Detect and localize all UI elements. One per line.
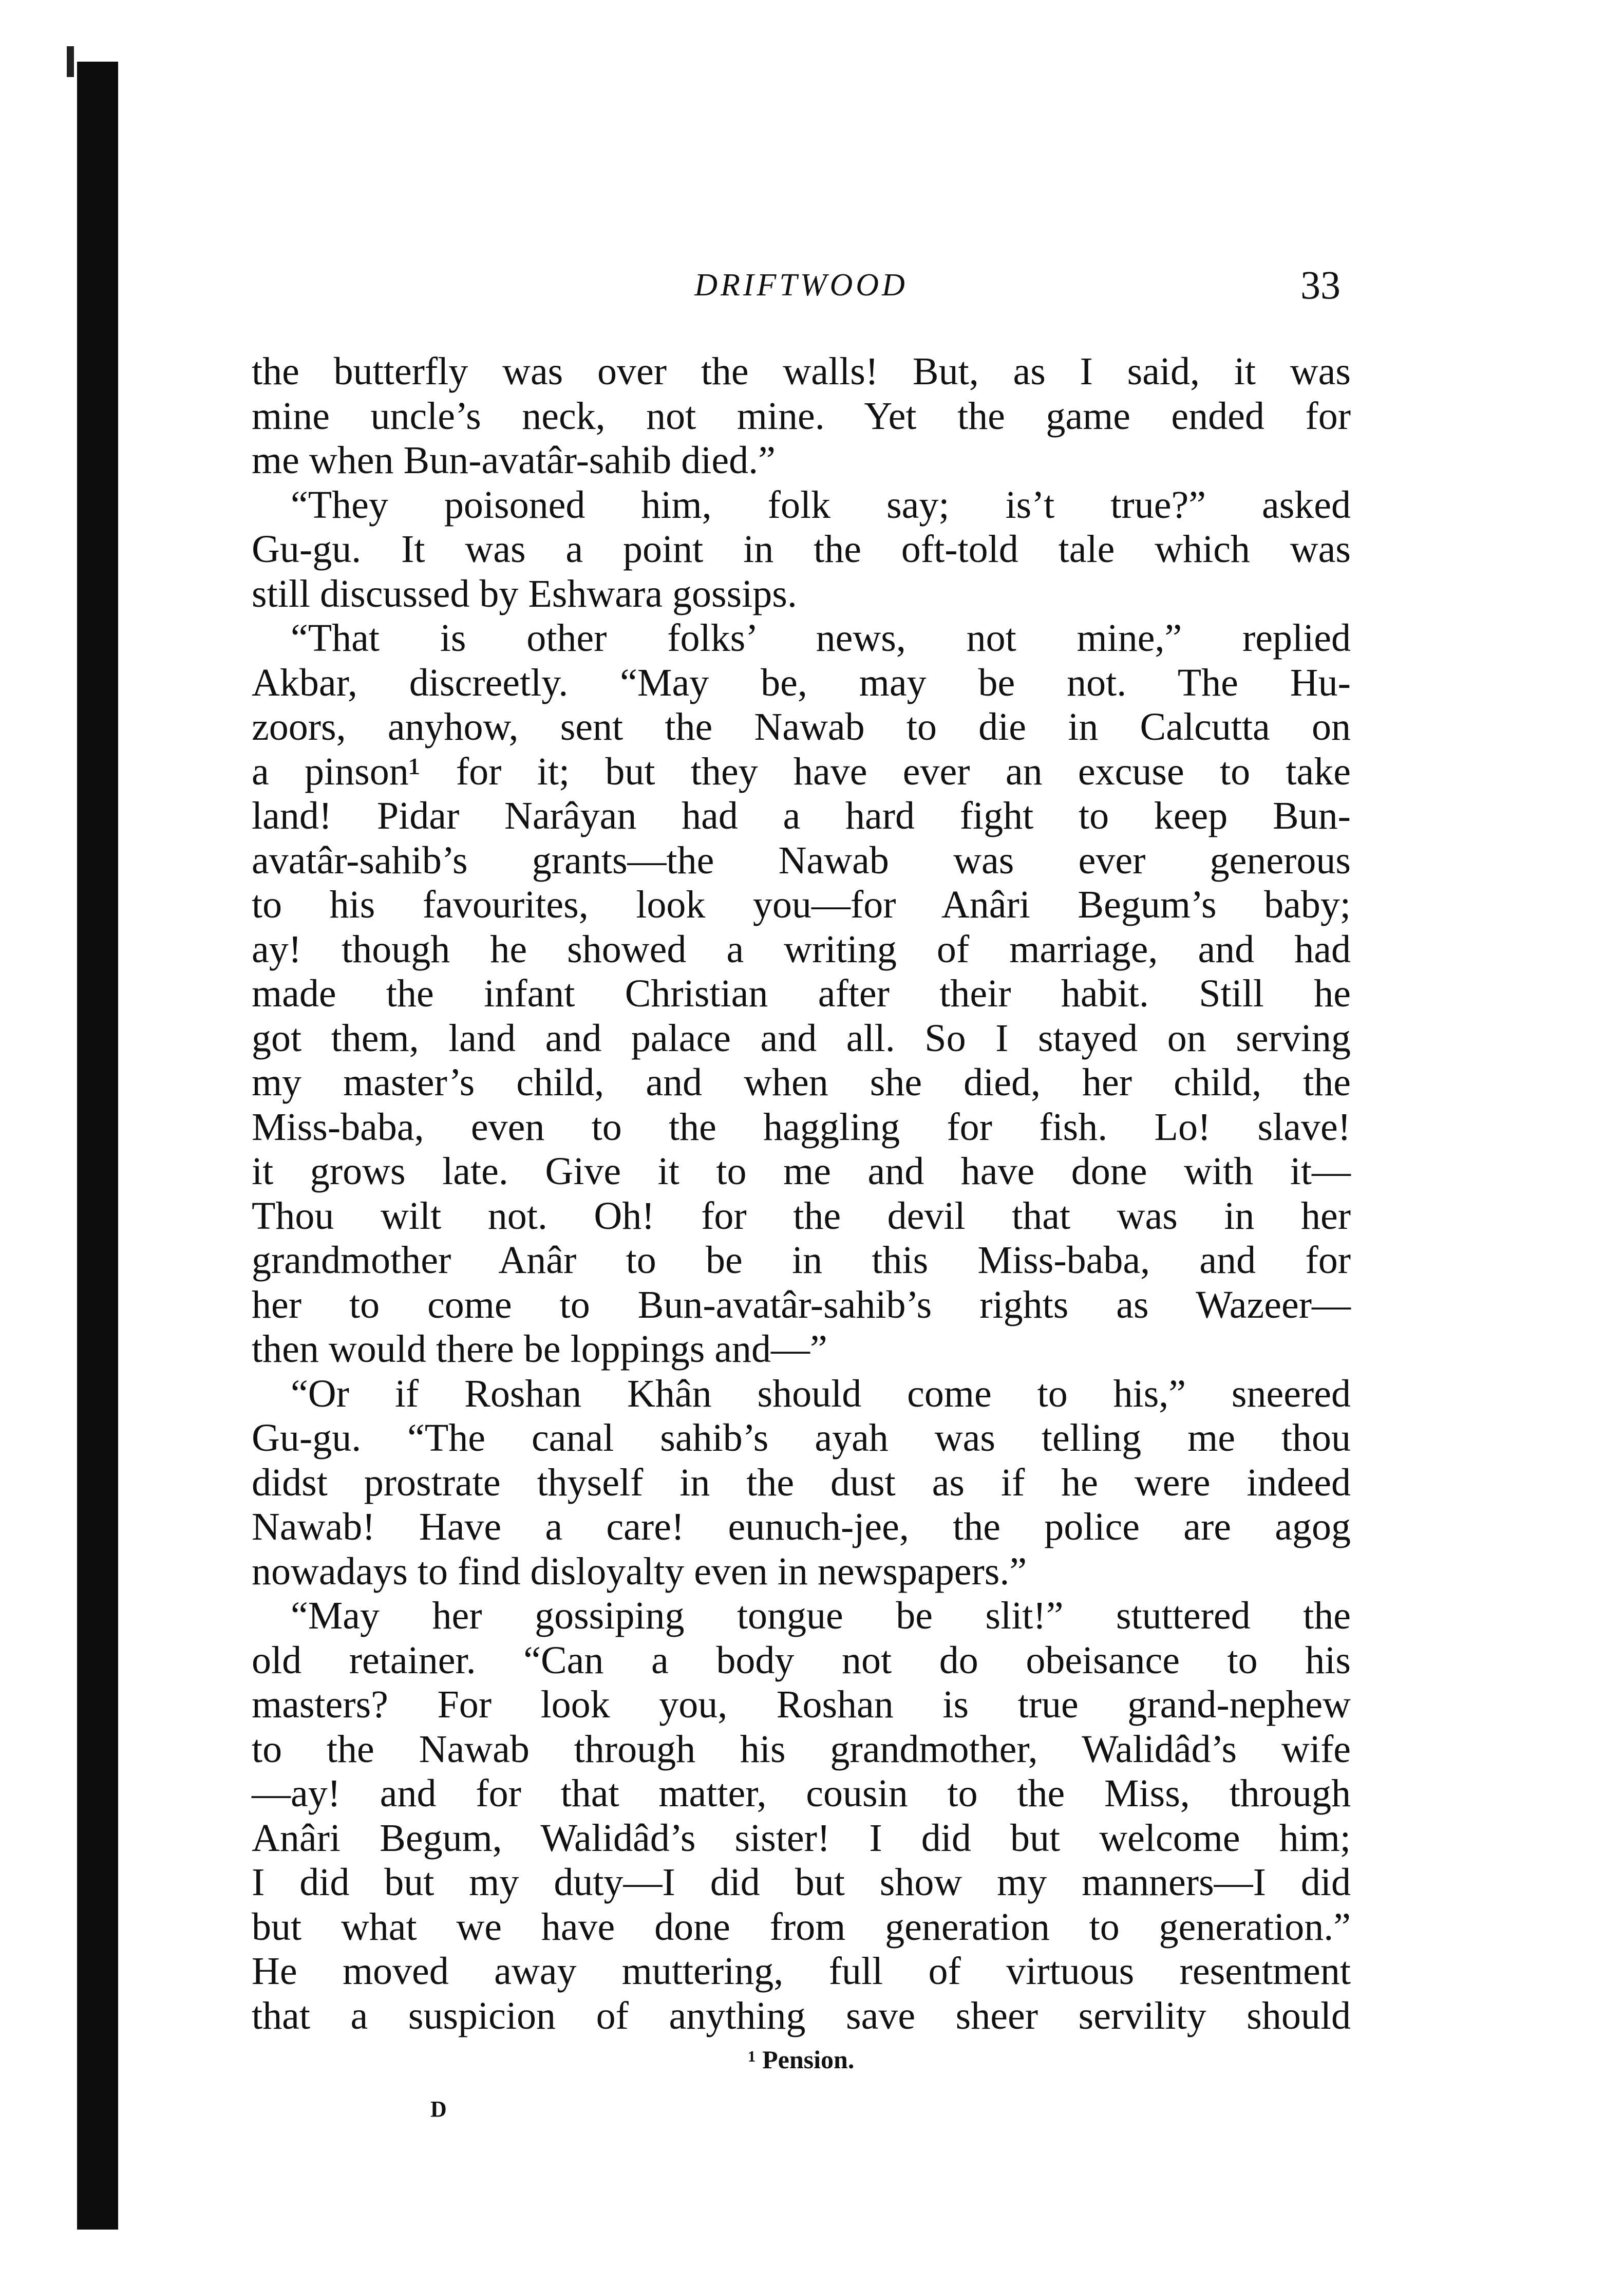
text-line: “May her gossiping tongue be slit!” stuttered the bbox=[291, 1594, 1351, 1637]
text-line: my master’s child, and when she died, her child, the bbox=[252, 1061, 1351, 1104]
text-line: nowadays to find disloyalty even in newspapers.” bbox=[252, 1549, 1027, 1593]
text-line: avatâr-sahib’s grants—the Nawab was ever generous bbox=[252, 838, 1351, 882]
page-number: 33 bbox=[1300, 263, 1340, 307]
text-line: Nawab! Have a care! eunuch-jee, the police are agog bbox=[252, 1505, 1351, 1548]
text-line: Gu-gu. “The canal sahib’s ayah was telling me thou bbox=[252, 1416, 1351, 1459]
text-line: grandmother Anâr to be in this Miss-baba, and for bbox=[252, 1239, 1351, 1282]
text-line: the butterfly was over the walls! But, as I said, it was bbox=[252, 350, 1351, 393]
text-line: to the Nawab through his grandmother, Walidâd’s wife bbox=[252, 1727, 1351, 1771]
text-line: got them, land and palace and all. So I stayed on serving bbox=[252, 1016, 1351, 1060]
text-line: Miss-baba, even to the haggling for fish. Lo! slave! bbox=[252, 1105, 1351, 1149]
text-line: it grows late. Give it to me and have done with it— bbox=[252, 1150, 1351, 1193]
binding-edge-mark bbox=[67, 46, 74, 77]
text-line: —ay! and for that matter, cousin to the Miss, through bbox=[252, 1772, 1351, 1815]
text-line: masters? For look you, Roshan is true grand-nephew bbox=[252, 1683, 1351, 1726]
text-line: He moved away muttering, full of virtuous resentment bbox=[252, 1950, 1351, 1993]
text-line: didst prostrate thyself in the dust as if he were indeed bbox=[252, 1461, 1351, 1504]
text-line: me when Bun-avatâr-sahib died.” bbox=[252, 439, 776, 482]
text-line: Anâri Begum, Walidâd’s sister! I did but welcome him; bbox=[252, 1816, 1351, 1860]
text-line: still discussed by Eshwara gossips. bbox=[252, 572, 797, 615]
text-line: mine uncle’s neck, not mine. Yet the game ended for bbox=[252, 394, 1351, 438]
text-line: “Or if Roshan Khân should come to his,” sneered bbox=[291, 1372, 1351, 1415]
text-line: old retainer. “Can a body not do obeisance to his bbox=[252, 1638, 1351, 1682]
text-line: but what we have done from generation to generation.” bbox=[252, 1905, 1351, 1949]
text-line: Gu-gu. It was a point in the oft-told tale which was bbox=[252, 528, 1351, 571]
text-line: made the infant Christian after their habit. Still he bbox=[252, 972, 1351, 1015]
text-line: then would there be loppings and—” bbox=[252, 1327, 827, 1371]
text-line: her to come to Bun-avatâr-sahib’s rights as Wazeer— bbox=[252, 1283, 1351, 1326]
body-text bbox=[252, 349, 1351, 2038]
text-line: land! Pidar Narâyan had a hard fight to keep Bun- bbox=[252, 794, 1351, 837]
text-line: ay! though he showed a writing of marriage, and had bbox=[252, 927, 1351, 971]
text-line: I did but my duty—I did but show my manners—I did bbox=[252, 1861, 1351, 1904]
text-line: to his favourites, look you—for Anâri Begum’s baby; bbox=[252, 883, 1351, 926]
signature-mark: D bbox=[430, 2097, 447, 2122]
running-head bbox=[252, 257, 1351, 313]
text-line: Akbar, discreetly. “May be, may be not. The Hu- bbox=[252, 661, 1351, 704]
binding-shadow bbox=[77, 62, 118, 2230]
text-line: Thou wilt not. Oh! for the devil that was in her bbox=[252, 1194, 1351, 1238]
text-line: that a suspicion of anything save sheer servility should bbox=[252, 1994, 1351, 2037]
text-line: a pinson¹ for it; but they have ever an excuse to take bbox=[252, 750, 1351, 793]
footnote: ¹ Pension. bbox=[748, 2045, 855, 2074]
text-line: zoors, anyhow, sent the Nawab to die in Calcutta on bbox=[252, 705, 1351, 748]
text-line: “That is other folks’ news, not mine,” replied bbox=[291, 616, 1351, 660]
running-title: DRIFTWOOD bbox=[694, 268, 908, 303]
text-line: “They poisoned him, folk say; is’t true?” asked bbox=[291, 483, 1351, 527]
